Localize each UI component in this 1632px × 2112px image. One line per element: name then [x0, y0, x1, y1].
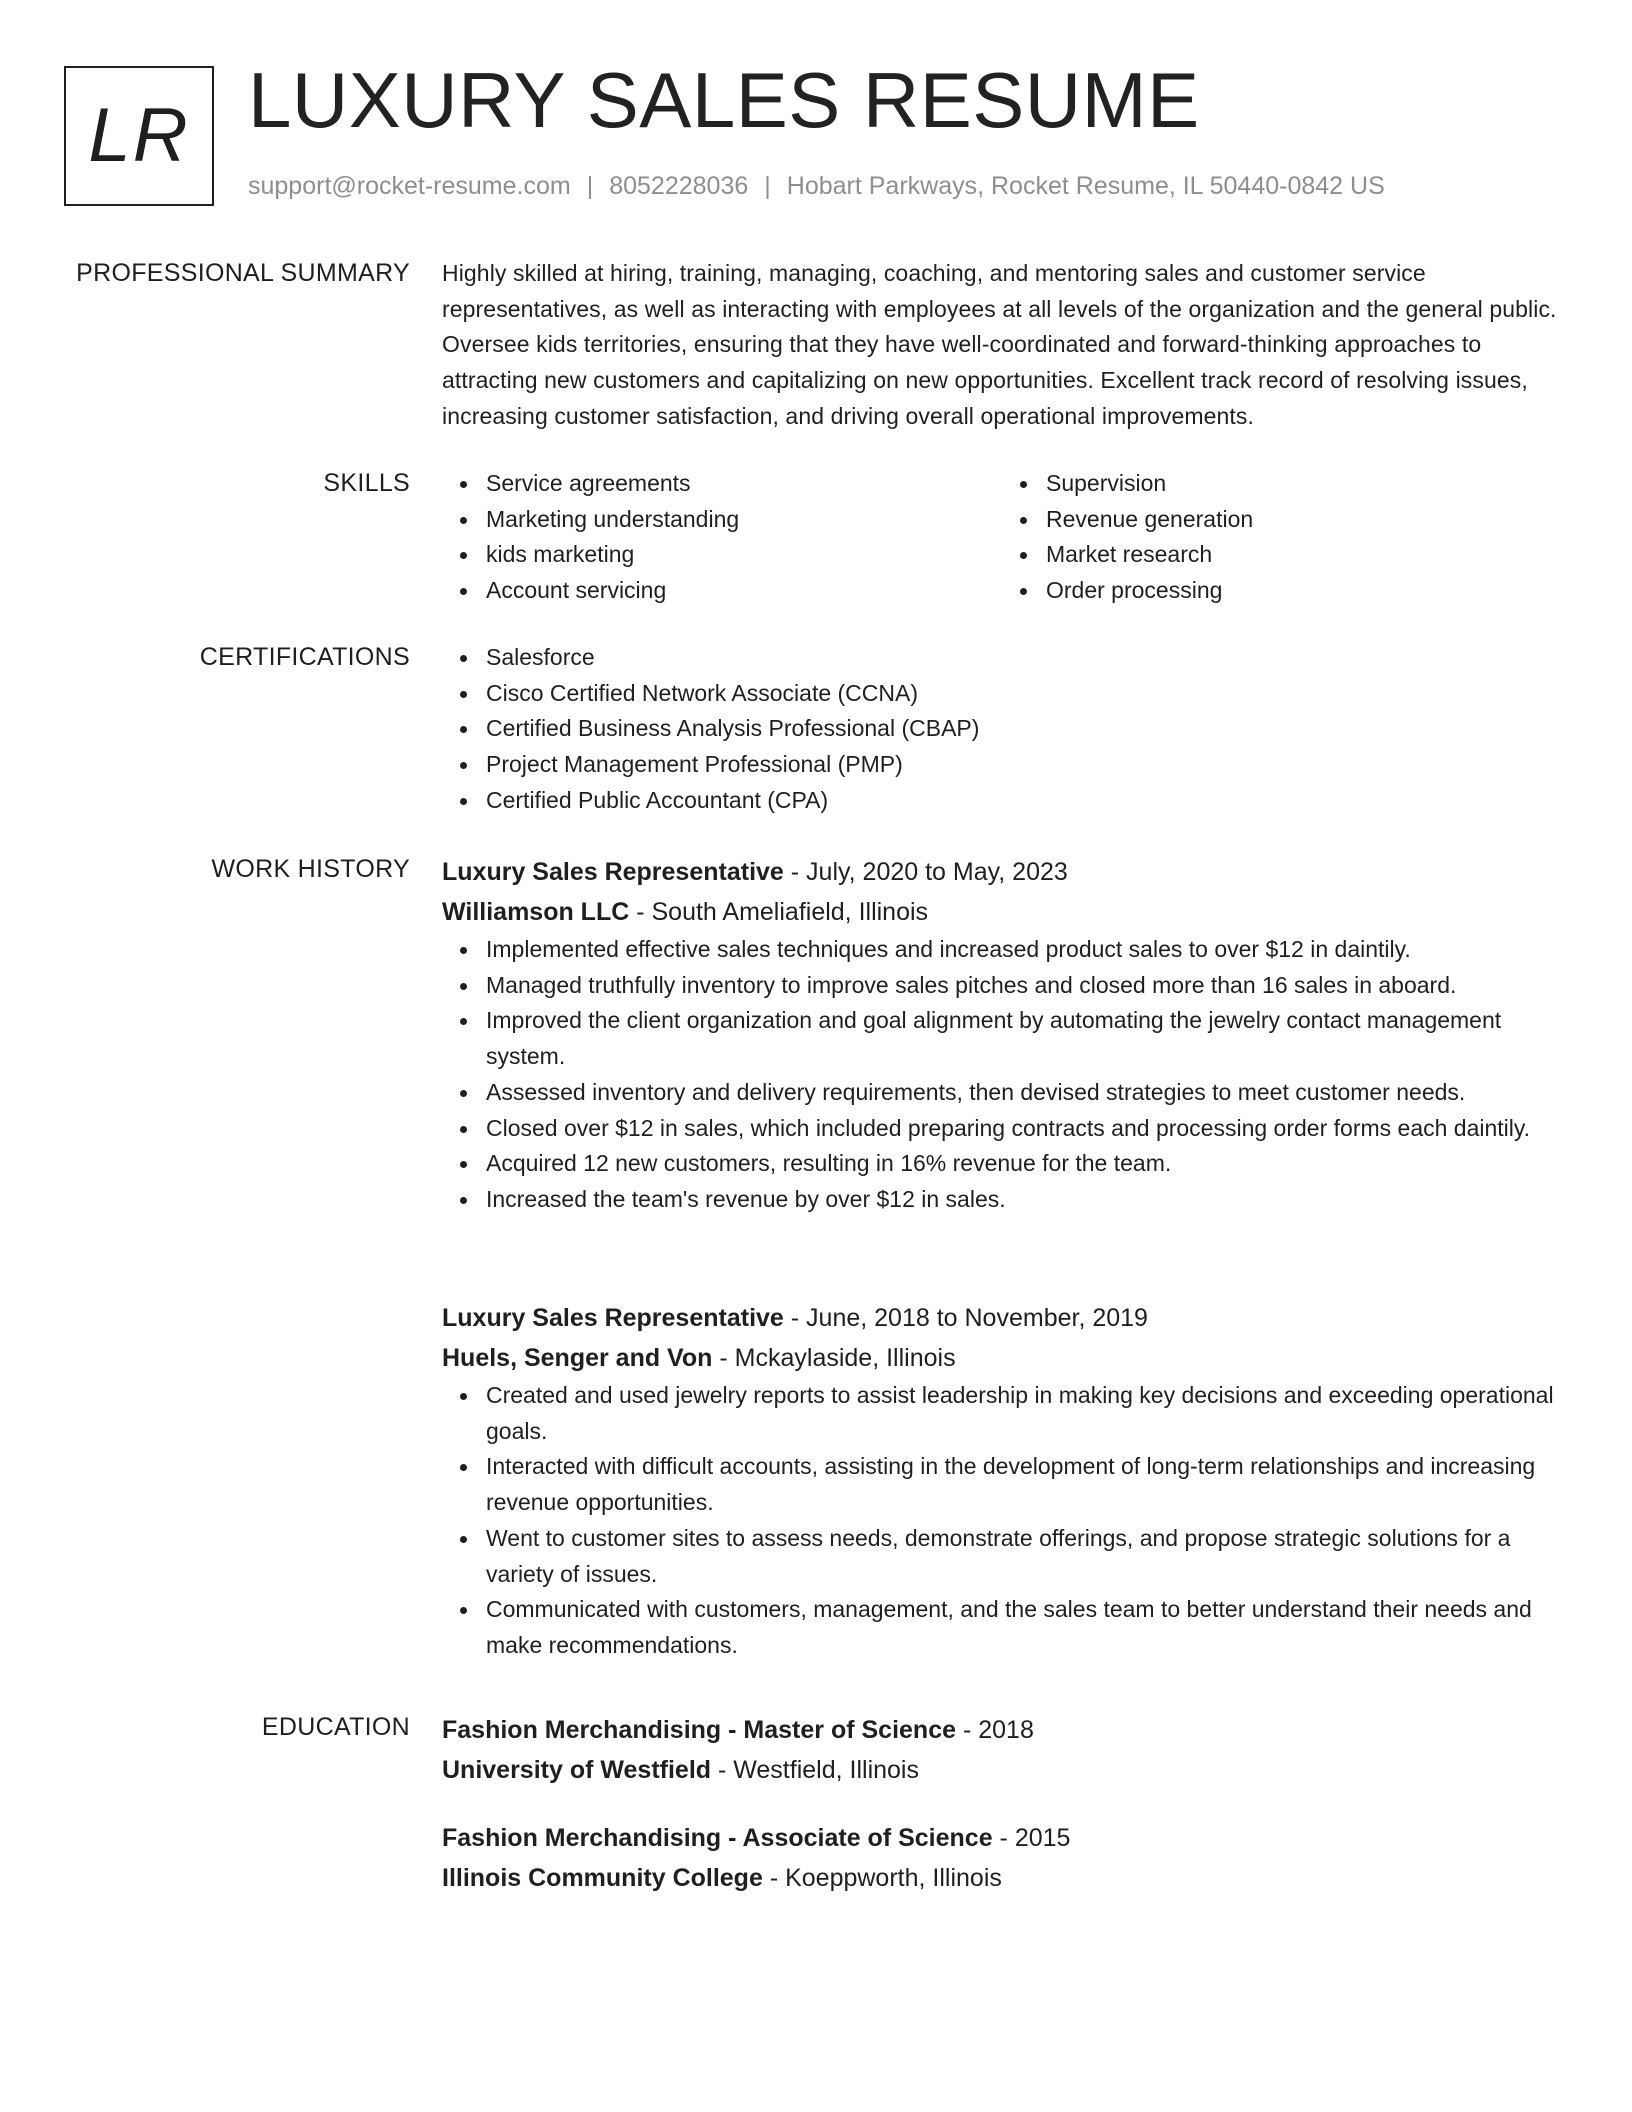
list-item: Supervision [1046, 466, 1562, 502]
job-entry [442, 1298, 1562, 1664]
work-history-body [442, 852, 1562, 1658]
list-item: Created and used jewelry reports to assist leadership in making key decisions and exceeding operational goals. [486, 1378, 1562, 1449]
list-item: Order processing [1046, 573, 1562, 609]
education-school-line [442, 1858, 1070, 1898]
list-item: Went to customer sites to assess needs, demonstrate offerings, and propose strategic solutions for a variety of issues. [486, 1521, 1562, 1592]
education-location: - Westfield, Illinois [711, 1756, 919, 1784]
list-item: kids marketing [486, 537, 1002, 573]
education-school-line [442, 1750, 1562, 1790]
list-item: Acquired 12 new customers, resulting in 16% revenue for the team. [486, 1146, 1562, 1182]
education-entry [442, 1710, 1562, 1790]
job-title: Luxury Sales Representative [442, 1304, 784, 1332]
list-item: Salesforce [486, 640, 1562, 676]
certifications-list [442, 640, 1562, 819]
job-company-line [442, 1338, 1562, 1378]
job-location: - South Ameliafield, Illinois [629, 898, 929, 926]
education-school: Illinois Community College [442, 1864, 763, 1892]
job-company: Williamson LLC [442, 898, 630, 926]
skills-body [442, 466, 1562, 609]
job-bullets [442, 932, 1562, 1218]
list-item: Account servicing [486, 573, 1002, 609]
contact-address: Hobart Parkways, Rocket Resume, IL 50440-0842 US [786, 172, 1385, 200]
education-year: - 2015 [992, 1824, 1071, 1852]
list-item: Increased the team's revenue by over $12 in sales. [486, 1182, 1562, 1218]
summary-body [442, 256, 1562, 435]
education-degree: Fashion Merchandising - Associate of Science [442, 1824, 993, 1852]
list-item: Assessed inventory and delivery requirements, then devised strategies to meet customer needs. [486, 1075, 1562, 1111]
certifications-body [442, 640, 1562, 819]
contact-phone: 8052228036 [609, 172, 749, 200]
job-company-line [442, 892, 1562, 932]
list-item: Managed truthfully inventory to improve sales pitches and closed more than 16 sales in aboard. [486, 968, 1562, 1004]
job-title-line [442, 852, 1562, 892]
skills-list-right [1002, 466, 1562, 609]
contact-email: support@rocket-resume.com [248, 172, 571, 200]
education-entry [442, 1818, 1070, 1898]
list-item: Communicated with customers, management, and the sales team to better understand their needs and make recommendations. [486, 1592, 1562, 1663]
summary-text: Highly skilled at hiring, training, managing, coaching, and mentoring sales and customer service representatives, as well as interacting with employees at all levels of the organization and the general public. Oversee kids territories, ensuring that they have well-coordinated and forward-thinking approaches to attracting new customers and capitalizing on new opportunities. Excellent track record of resolving issues, increasing customer satisfaction, and driving overall operational improvements. [442, 260, 1557, 429]
job-dates: - June, 2018 to November, 2019 [783, 1304, 1148, 1332]
skills-grid [442, 466, 1562, 609]
contact-separator: | [586, 172, 594, 200]
job-bullets [442, 1378, 1562, 1664]
list-item: Closed over $12 in sales, which included preparing contracts and processing order forms each daintily. [486, 1111, 1562, 1147]
education-year: - 2018 [956, 1716, 1034, 1744]
list-item: Market research [1046, 537, 1562, 573]
section-label-certifications: CERTIFICATIONS [199, 643, 410, 671]
section-label-work-history: WORK HISTORY [211, 855, 410, 883]
list-item: Improved the client organization and goal alignment by automating the jewelry contact management system. [486, 1003, 1562, 1074]
education-location: - Koeppworth, Illinois [762, 1864, 1002, 1892]
section-label-education: EDUCATION [261, 1713, 410, 1741]
section-label-summary: PROFESSIONAL SUMMARY [76, 259, 410, 287]
resume-title: LUXURY SALES RESUME [248, 56, 1200, 144]
list-item: Service agreements [486, 466, 1002, 502]
job-entry [442, 852, 1562, 1218]
list-item: Certified Public Accountant (CPA) [486, 783, 1562, 819]
education-degree-line [442, 1818, 1070, 1858]
list-item: Project Management Professional (PMP) [486, 747, 1562, 783]
education-body [442, 1710, 1562, 1892]
job-title-line [442, 1298, 1562, 1338]
list-item: Marketing understanding [486, 502, 1002, 538]
education-school: University of Westfield [442, 1756, 712, 1784]
job-location: - Mckaylaside, Illinois [712, 1344, 956, 1372]
list-item: Certified Business Analysis Professional (CBAP) [486, 711, 1562, 747]
education-degree-line [442, 1710, 1562, 1750]
education-degree: Fashion Merchandising - Master of Science [442, 1716, 957, 1744]
section-label-skills: SKILLS [323, 469, 410, 497]
job-title: Luxury Sales Representative [442, 858, 784, 886]
job-company: Huels, Senger and Von [442, 1344, 713, 1372]
monogram-text: LR [88, 93, 190, 178]
list-item: Revenue generation [1046, 502, 1562, 538]
contact-line [248, 172, 1385, 201]
skills-list-left [442, 466, 1002, 609]
monogram-box [64, 66, 214, 206]
list-item: Implemented effective sales techniques and increased product sales to over $12 in daintily. [486, 932, 1562, 968]
job-dates: - July, 2020 to May, 2023 [783, 858, 1068, 886]
contact-separator: | [764, 172, 771, 200]
list-item: Cisco Certified Network Associate (CCNA) [486, 676, 1562, 712]
list-item: Interacted with difficult accounts, assisting in the development of long-term relationships and increasing revenue opportunities. [486, 1449, 1562, 1520]
